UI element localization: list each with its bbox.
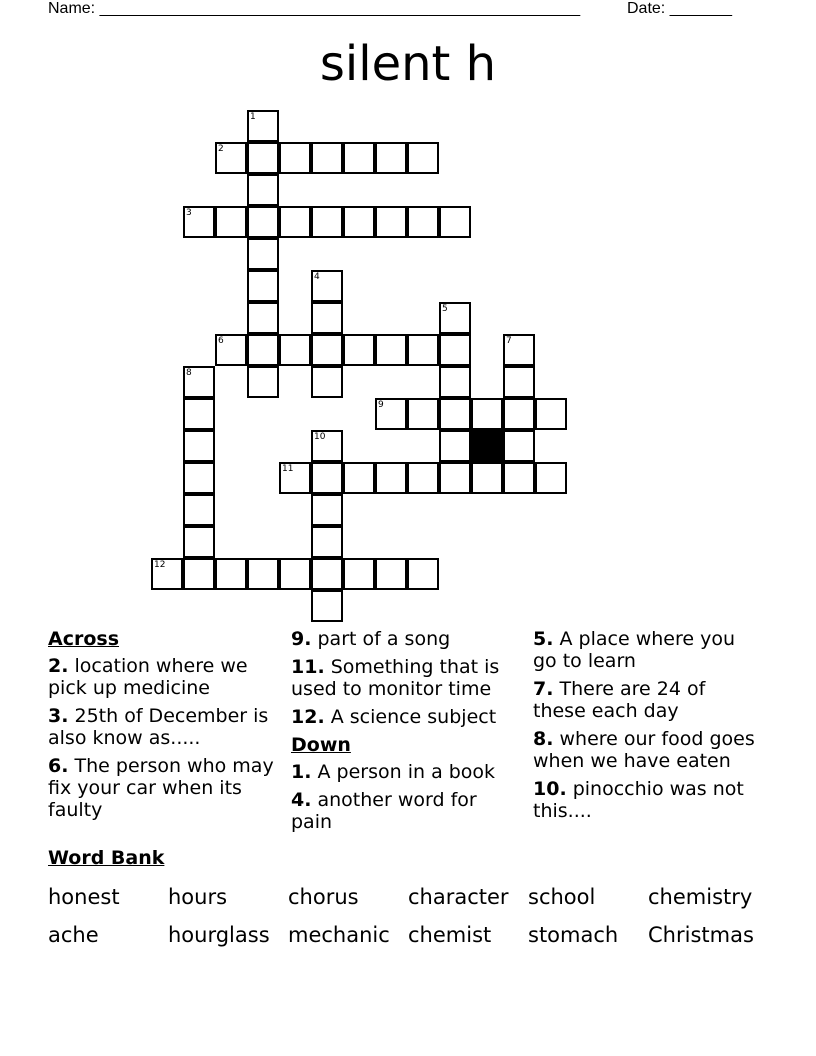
date-field-label: Date: _______ bbox=[627, 0, 732, 17]
crossword-cell[interactable] bbox=[343, 142, 375, 174]
crossword-cell[interactable] bbox=[215, 334, 247, 366]
word-bank-word: hours bbox=[168, 885, 228, 909]
crossword-cell[interactable] bbox=[311, 462, 343, 494]
cell-number: 7 bbox=[506, 336, 512, 346]
crossword-cell[interactable] bbox=[375, 558, 407, 590]
crossword-cell[interactable] bbox=[343, 558, 375, 590]
crossword-cell[interactable] bbox=[183, 430, 215, 462]
crossword-cell[interactable] bbox=[439, 366, 471, 398]
clue-down-5: 5. A place where you go to learn bbox=[533, 628, 735, 672]
crossword-cell[interactable] bbox=[407, 142, 439, 174]
crossword-cell[interactable] bbox=[247, 366, 279, 398]
crossword-cell[interactable] bbox=[311, 270, 343, 302]
crossword-cell[interactable] bbox=[311, 366, 343, 398]
crossword-cell[interactable] bbox=[439, 430, 471, 462]
word-bank-word: Christmas bbox=[648, 923, 754, 947]
crossword-cell[interactable] bbox=[247, 206, 279, 238]
clue-across-9: 9. part of a song bbox=[291, 628, 451, 650]
crossword-cell[interactable] bbox=[375, 142, 407, 174]
crossword-cell[interactable] bbox=[535, 462, 567, 494]
crossword-cell[interactable] bbox=[407, 206, 439, 238]
cell-number: 10 bbox=[314, 432, 326, 442]
crossword-cell[interactable] bbox=[311, 206, 343, 238]
clue-column-2 bbox=[291, 628, 521, 839]
cell-number: 11 bbox=[282, 464, 294, 474]
crossword-cell[interactable] bbox=[247, 174, 279, 206]
word-bank-word: school bbox=[528, 885, 596, 909]
crossword-cell[interactable] bbox=[311, 526, 343, 558]
cell-number: 6 bbox=[218, 336, 224, 346]
crossword-cell[interactable] bbox=[471, 462, 503, 494]
crossword-cell[interactable] bbox=[503, 398, 535, 430]
word-bank-word: hourglass bbox=[168, 923, 270, 947]
clue-across-11: 11. Something that is used to monitor time bbox=[291, 656, 500, 700]
crossword-cell[interactable] bbox=[279, 334, 311, 366]
crossword-cell[interactable] bbox=[279, 142, 311, 174]
crossword-cell[interactable] bbox=[183, 398, 215, 430]
word-bank-word: chorus bbox=[288, 885, 359, 909]
word-bank-word: stomach bbox=[528, 923, 619, 947]
clue-across-6: 6. The person who may fix your car when its faulty bbox=[48, 755, 274, 821]
crossword-cell[interactable] bbox=[183, 494, 215, 526]
crossword-cell[interactable] bbox=[311, 558, 343, 590]
crossword-cell[interactable] bbox=[439, 206, 471, 238]
word-bank-word: ache bbox=[48, 923, 99, 947]
crossword-cell[interactable] bbox=[375, 334, 407, 366]
crossword-cell[interactable] bbox=[375, 462, 407, 494]
clue-down-10: 10. pinocchio was not this.... bbox=[533, 778, 744, 822]
crossword-cell[interactable] bbox=[183, 558, 215, 590]
crossword-cell[interactable] bbox=[279, 206, 311, 238]
word-bank-word: chemist bbox=[408, 923, 492, 947]
crossword-cell[interactable] bbox=[215, 142, 247, 174]
crossword-cell[interactable] bbox=[247, 142, 279, 174]
crossword-cell[interactable] bbox=[247, 302, 279, 334]
crossword-cell[interactable] bbox=[183, 526, 215, 558]
cell-number: 5 bbox=[442, 304, 448, 314]
crossword-cell[interactable] bbox=[183, 366, 215, 398]
clue-down-1: 1. A person in a book bbox=[291, 761, 496, 783]
crossword-cell[interactable] bbox=[439, 462, 471, 494]
crossword-cell[interactable] bbox=[247, 270, 279, 302]
crossword-cell[interactable] bbox=[183, 206, 215, 238]
crossword-cell[interactable] bbox=[247, 238, 279, 270]
crossword-cell[interactable] bbox=[183, 462, 215, 494]
crossword-cell[interactable] bbox=[279, 462, 311, 494]
crossword-cell[interactable] bbox=[471, 398, 503, 430]
crossword-block bbox=[471, 430, 503, 462]
crossword-cell[interactable] bbox=[151, 558, 183, 590]
word-bank-word: character bbox=[408, 885, 509, 909]
cell-number: 1 bbox=[250, 112, 256, 122]
crossword-cell[interactable] bbox=[247, 334, 279, 366]
cell-number: 3 bbox=[186, 208, 192, 218]
crossword-cell[interactable] bbox=[407, 334, 439, 366]
cell-number: 8 bbox=[186, 368, 192, 378]
crossword-cell[interactable] bbox=[407, 398, 439, 430]
crossword-cell[interactable] bbox=[503, 462, 535, 494]
crossword-cell[interactable] bbox=[439, 302, 471, 334]
down-heading: Down bbox=[291, 734, 351, 756]
crossword-cell[interactable] bbox=[439, 398, 471, 430]
crossword-cell[interactable] bbox=[375, 206, 407, 238]
crossword-cell[interactable] bbox=[311, 590, 343, 622]
page-title: silent h bbox=[319, 36, 497, 92]
word-bank-title: Word Bank bbox=[48, 847, 165, 869]
crossword-cell[interactable] bbox=[439, 334, 471, 366]
crossword-cell[interactable] bbox=[503, 430, 535, 462]
crossword-cell[interactable] bbox=[311, 142, 343, 174]
cell-number: 2 bbox=[218, 144, 224, 154]
clue-column-1 bbox=[48, 628, 278, 827]
word-bank-word: honest bbox=[48, 885, 120, 909]
crossword-cell[interactable] bbox=[375, 398, 407, 430]
clue-across-3: 3. 25th of December is also know as..... bbox=[48, 705, 269, 749]
crossword-cell[interactable] bbox=[247, 558, 279, 590]
crossword-cell[interactable] bbox=[535, 398, 567, 430]
crossword-cell[interactable] bbox=[343, 334, 375, 366]
clue-down-7: 7. There are 24 of these each day bbox=[533, 678, 706, 722]
clue-down-8: 8. where our food goes when we have eaten bbox=[533, 728, 755, 772]
crossword-cell[interactable] bbox=[279, 558, 311, 590]
crossword-cell[interactable] bbox=[247, 110, 279, 142]
crossword-cell[interactable] bbox=[407, 462, 439, 494]
clue-column-3 bbox=[533, 628, 763, 828]
crossword-cell[interactable] bbox=[311, 334, 343, 366]
clue-down-4: 4. another word for pain bbox=[291, 789, 477, 833]
crossword-cell[interactable] bbox=[311, 302, 343, 334]
across-heading: Across bbox=[48, 628, 120, 650]
crossword-cell[interactable] bbox=[311, 430, 343, 462]
clue-across-12: 12. A science subject bbox=[291, 706, 497, 728]
crossword-cell[interactable] bbox=[215, 206, 247, 238]
crossword-cell[interactable] bbox=[343, 206, 375, 238]
cell-number: 4 bbox=[314, 272, 320, 282]
crossword-cell[interactable] bbox=[215, 558, 247, 590]
crossword-cell[interactable] bbox=[407, 558, 439, 590]
cell-number: 9 bbox=[378, 400, 384, 410]
name-field-label: Name: ______________________________________________________ bbox=[48, 0, 581, 17]
crossword-cell[interactable] bbox=[503, 366, 535, 398]
crossword-cell[interactable] bbox=[343, 462, 375, 494]
cell-number: 12 bbox=[154, 560, 166, 570]
word-bank-word: mechanic bbox=[288, 923, 390, 947]
word-bank-word: chemistry bbox=[648, 885, 753, 909]
crossword-cell[interactable] bbox=[311, 494, 343, 526]
clue-across-2: 2. location where we pick up medicine bbox=[48, 655, 248, 699]
crossword-cell[interactable] bbox=[503, 334, 535, 366]
